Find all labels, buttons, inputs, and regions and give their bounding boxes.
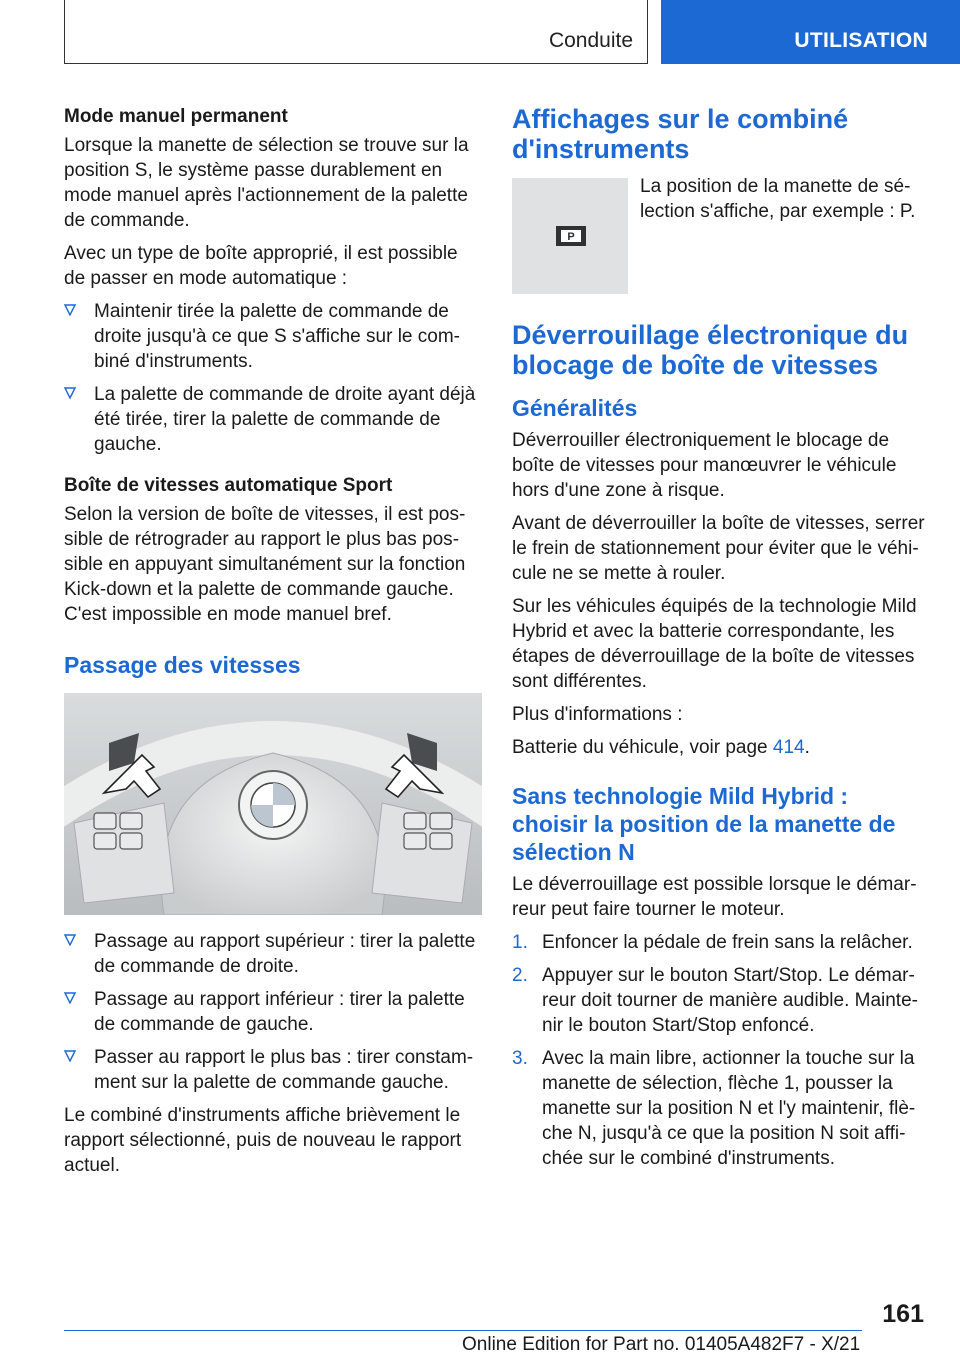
- list-item: [64, 987, 482, 1037]
- header-chapter-label: UTILISATION: [794, 29, 928, 52]
- sport-heading: Boîte de vitesses automatique Sport: [64, 475, 393, 496]
- gear-letter: P: [567, 231, 575, 243]
- steps-list: [512, 930, 928, 1171]
- list-item: [512, 930, 928, 955]
- affichages-figure-row: [512, 178, 928, 294]
- left-column: [64, 104, 482, 1186]
- mode-manuel-bullet-list: [64, 299, 482, 457]
- generalites-heading: Généralités: [512, 395, 638, 421]
- list-item: [64, 1045, 482, 1095]
- step-text: Avec la main libre, actionner la touche sur la manette de sélection, flèche 1, pousser la manette sur la position N et l'y maintenir, flèche N, jusqu'à ce que la position N soit affichée sur le combiné d'instruments.: [542, 1048, 916, 1169]
- step-number: 3.: [512, 1048, 528, 1069]
- header-chapter-tab: [661, 0, 960, 64]
- step-text: Enfoncer la pédale de frein sans la relâcher.: [542, 932, 913, 953]
- header-section-label: Conduite: [548, 29, 633, 52]
- footer-divider: [64, 1330, 862, 1331]
- step-number: 1.: [512, 932, 528, 953]
- list-item-text: Maintenir tirée la palette de commande de droite jusqu'à ce que S s'affiche sur le combiné d'instruments.: [94, 301, 460, 372]
- battery-ref-text: Batterie du véhicule, voir page: [512, 737, 773, 758]
- header-section-box: [64, 0, 648, 64]
- page-number: 161: [882, 1300, 924, 1328]
- list-item: [64, 929, 482, 979]
- triangle-bullet-icon: [64, 304, 76, 316]
- mode-manuel-paragraph-1: Lorsque la manette de sélection se trouve sur la position S, le système passe durablement en mode manuel après l'actionnement de la palette de commande.: [64, 135, 469, 231]
- list-item: [64, 382, 482, 457]
- generalites-paragraph-3: Sur les véhicules équipés de la technologie Mild Hybrid et avec la batterie correspondante, les étapes de déverrouillage de la boîte de vitesses sont différentes.: [512, 596, 917, 692]
- step-number: 2.: [512, 965, 528, 986]
- gear-display-illustration: [512, 178, 628, 294]
- triangle-bullet-icon: [64, 992, 76, 1004]
- list-item-text: La palette de commande de droite ayant déjà été tirée, tirer la palette de commande de gauche.: [94, 384, 476, 455]
- sans-mild-hybrid-heading: Sans technologie Mild Hybrid : choisir la position de la manette de sélection N: [512, 783, 896, 865]
- passage-heading: Passage des vitesses: [64, 652, 301, 678]
- passage-bullet-list: [64, 929, 482, 1095]
- triangle-bullet-icon: [64, 934, 76, 946]
- list-item-text: Passage au rapport inférieur : tirer la palette de commande de gauche.: [94, 989, 465, 1035]
- battery-ref-period: .: [804, 737, 810, 758]
- page-414-link[interactable]: 414: [772, 737, 805, 758]
- deverrouillage-heading: Déverrouillage électronique du blocage de boîte de vitesses: [512, 320, 909, 380]
- page-header: [0, 0, 960, 66]
- sans-mild-hybrid-paragraph: Le déverrouillage est possible lorsque le démarreur peut faire tourner le moteur.: [512, 874, 917, 920]
- triangle-bullet-icon: [64, 1050, 76, 1062]
- generalites-paragraph-4: Plus d'informations :: [512, 704, 683, 725]
- generalites-paragraph-2: Avant de déverrouiller la boîte de vitesses, serrer le frein de stationnement pour éviter que le véhicule ne se mette à rouler.: [512, 513, 925, 584]
- mode-manuel-paragraph-2: Avec un type de boîte approprié, il est possible de passer en mode automatique :: [64, 243, 458, 289]
- list-item-text: Passage au rapport supérieur : tirer la palette de commande de droite.: [94, 931, 476, 977]
- steering-wheel-illustration: [64, 693, 482, 915]
- affichages-paragraph: La position de la manette de sélection s'affiche, par exemple : P.: [640, 176, 916, 222]
- list-item-text: Passer au rapport le plus bas : tirer constamment sur la palette de commande gauche.: [94, 1047, 474, 1093]
- right-column: [512, 104, 928, 1179]
- list-item: [512, 1046, 928, 1171]
- list-item: [64, 299, 482, 374]
- sport-paragraph: Selon la version de boîte de vitesses, il est possible de rétrograder au rapport le plus bas possible en appuyant simultanément sur la fonction Kick-down et la palette de commande gauche. C'est impossible en mode manuel bref.: [64, 504, 466, 625]
- mode-manuel-heading: Mode manuel permanent: [64, 106, 288, 127]
- generalites-paragraph-1: Déverrouiller électroniquement le blocage de boîte de vitesses pour manœuvrer le véhicule hors d'une zone à risque.: [512, 430, 897, 501]
- step-text: Appuyer sur le bouton Start/Stop. Le démarreur doit tourner de manière audible. Maintenir le bouton Start/Stop enfoncé.: [542, 965, 918, 1036]
- list-item: [512, 963, 928, 1038]
- generalites-paragraph-5: [512, 735, 928, 760]
- triangle-bullet-icon: [64, 387, 76, 399]
- footer-edition: Online Edition for Part no. 01405A482F7 - X/21: [462, 1334, 861, 1355]
- passage-paragraph: Le combiné d'instruments affiche brièvement le rapport sélectionné, puis de nouveau le rapport actuel.: [64, 1105, 462, 1176]
- affichages-heading: Affichages sur le combiné d'instruments: [512, 104, 849, 164]
